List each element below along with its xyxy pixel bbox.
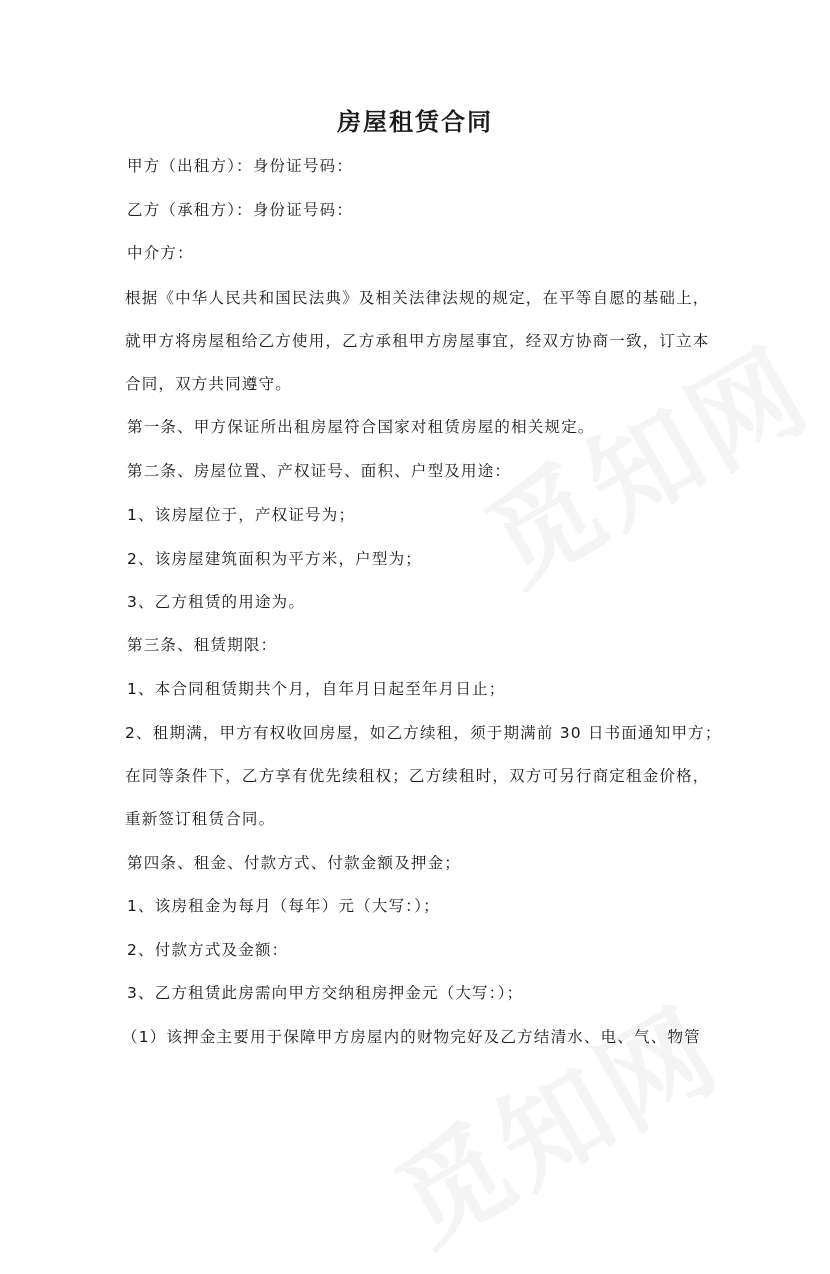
article-3-heading: 第三条、租赁期限： <box>127 636 278 654</box>
article-3-item-1: 1、本合同租赁期共个月，自年月日起至年月日止； <box>127 680 506 698</box>
article-2-item-3: 3、乙方租赁的用途为。 <box>127 593 306 611</box>
article-4-item-3-sub-1: （1）该押金主要用于保障甲方房屋内的财物完好及乙方结清水、电、气、物管 <box>122 1028 701 1046</box>
article-1: 第一条、甲方保证所出租房屋符合国家对租赁房屋的相关规定。 <box>127 418 595 436</box>
article-4-heading: 第四条、租金、付款方式、付款金额及押金； <box>127 854 462 872</box>
party-a-line: 甲方（出租方）：身份证号码： <box>127 157 354 175</box>
article-3-item-2-line-3: 重新签订租赁合同。 <box>125 810 276 828</box>
preamble-line-1: 根据《中华人民共和国民法典》及相关法律法规的规定，在平等自愿的基础上， <box>125 289 710 307</box>
article-4-item-3: 3、乙方租赁此房需向甲方交纳租房押金元（大写：）； <box>127 984 524 1002</box>
preamble-line-3: 合同，双方共同遵守。 <box>125 375 293 393</box>
article-4-item-2: 2、付款方式及金额： <box>127 941 289 959</box>
article-2-item-1: 1、该房屋位于，产权证号为； <box>127 506 356 524</box>
article-2-heading: 第二条、房屋位置、产权证号、面积、户型及用途： <box>127 462 512 480</box>
article-2-item-2: 2、该房屋建筑面积为平方米，户型为； <box>127 550 422 568</box>
article-3-item-2-line-1: 2、租期满，甲方有权收回房屋，如乙方续租，须于期满前 30 日书面通知甲方； <box>125 724 722 742</box>
article-3-item-2-line-2: 在同等条件下，乙方享有优先续租权；乙方续租时，双方可另行商定租金价格， <box>125 767 710 785</box>
document-title: 房屋租赁合同 <box>337 107 493 136</box>
article-4-item-1: 1、该房租金为每月（每年）元（大写：）； <box>127 897 440 915</box>
party-b-line: 乙方（承租方）：身份证号码： <box>127 201 354 219</box>
preamble-line-2: 就甲方将房屋租给乙方使用，乙方承租甲方房屋事宜，经双方协商一致，订立本 <box>125 332 710 350</box>
watermark-bottom <box>364 964 744 1274</box>
agent-line: 中介方： <box>127 244 194 262</box>
